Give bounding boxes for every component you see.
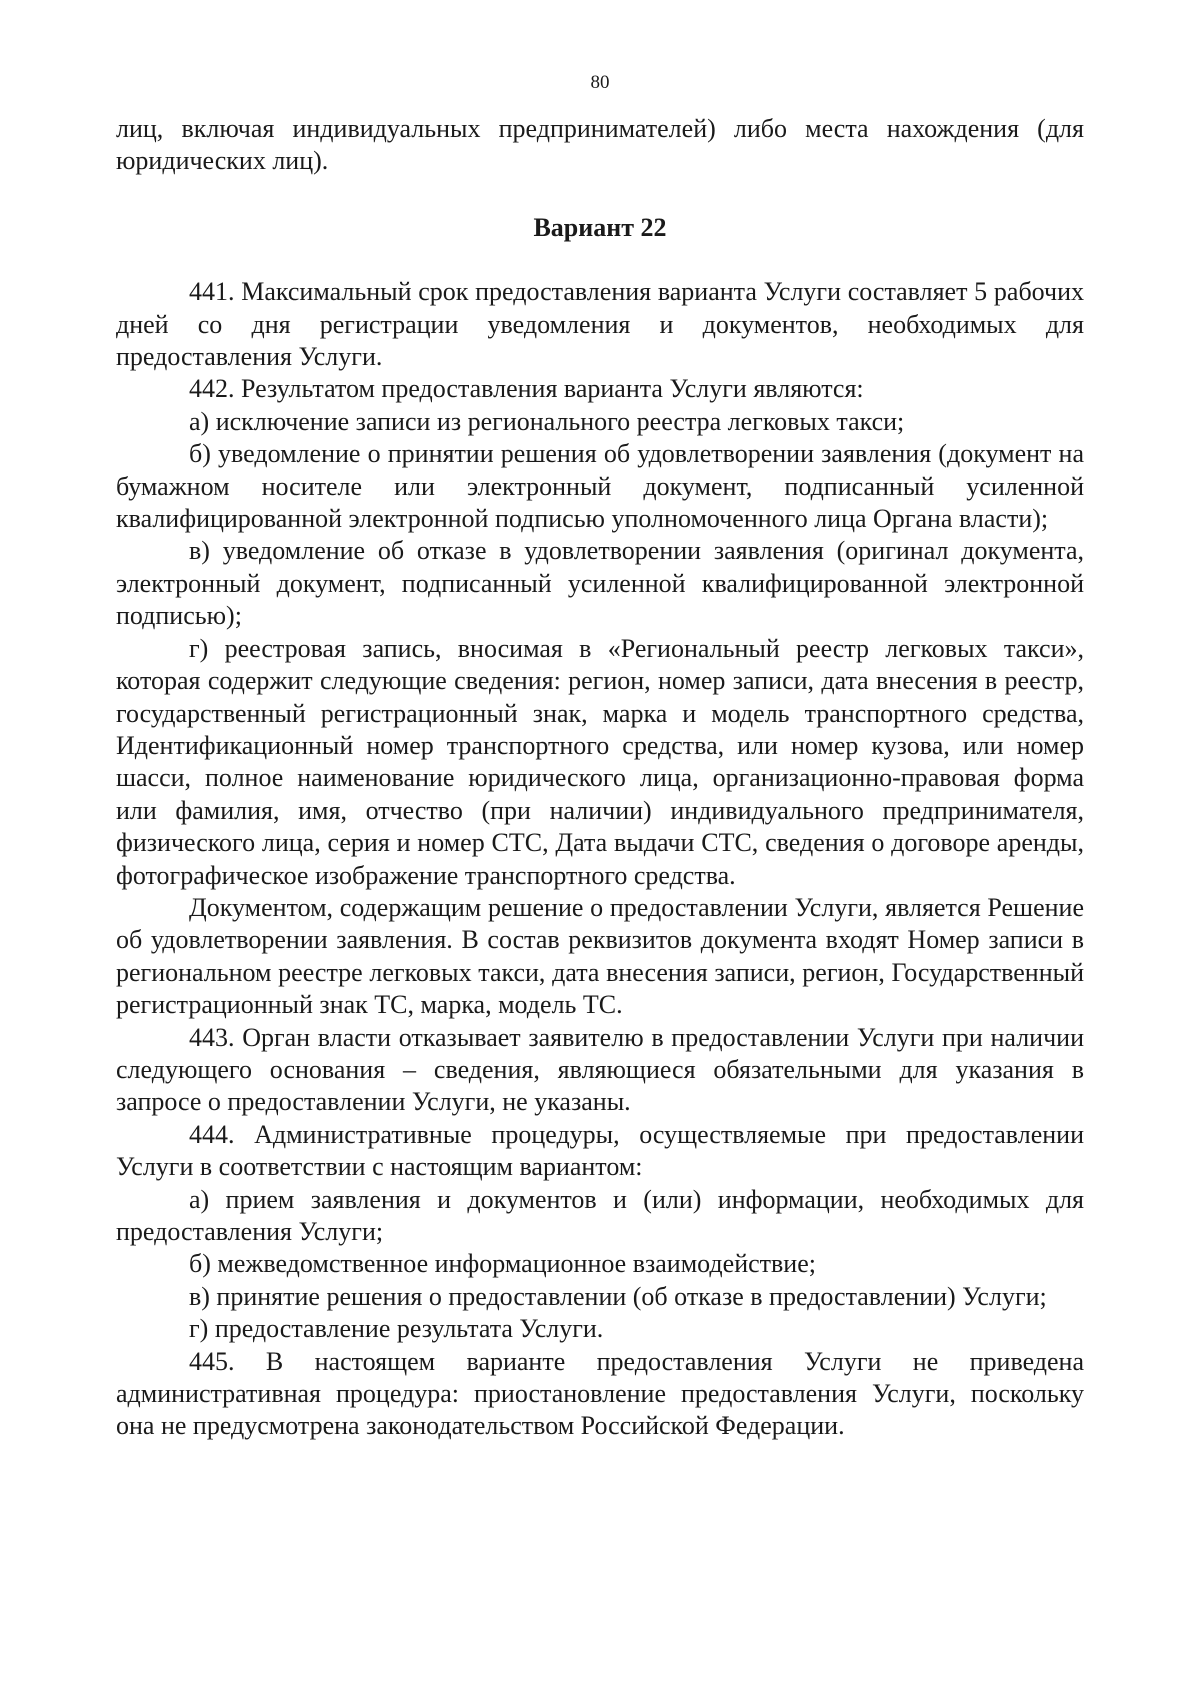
document-body xyxy=(116,113,1084,1443)
page-number: 80 xyxy=(590,72,610,93)
list-item-442-v: в) уведомление об отказе в удовлетворении заявления (оригинал документа, электронный документ, подписанный усиленной квалифицированной электронной подписью); xyxy=(116,536,1084,631)
list-item-444-b: б) межведомственное информационное взаимодействие; xyxy=(189,1249,816,1279)
paragraph-442: 442. Результатом предоставления варианта Услуги являются: xyxy=(189,374,864,404)
list-item-444-v: в) принятие решения о предоставлении (об отказе в предоставлении) Услуги; xyxy=(189,1281,1047,1311)
paragraph-443: 443. Орган власти отказывает заявителю в предоставлении Услуги при наличии следующего основания – сведения, являющиеся обязательными для указания в запросе о предоставлении Услуги, не указаны. xyxy=(116,1022,1084,1117)
paragraph-445: 445. В настоящем варианте предоставления Услуги не приведена административная процедура: приостановление предоставления Услуги, поскольку она не предусмотрена законодательством Российской Федерации. xyxy=(116,1346,1084,1441)
list-item-444-a: а) прием заявления и документов и (или) информации, необходимых для предоставления Услуги; xyxy=(116,1184,1084,1246)
list-item-442-g: г) реестровая запись, вносимая в «Региональный реестр легковых такси», которая содержит следующие сведения: регион, номер записи, дата внесения в реестр, государственный регистрационный знак, марка и модель транспортного средства, Идентификационный номер транспортного средства, или номер кузова, или номер шасси, полное наименование юридического лица, организационно-правовая форма или фамилия, имя, отчество (при наличии) индивидуального предпринимателя, физического лица, серия и номер СТС, Дата выдачи СТС, сведения о договоре аренды, фотографическое изображение транспортного средства. xyxy=(116,633,1084,890)
section-heading: Вариант 22 xyxy=(533,212,667,242)
decision-document-paragraph: Документом, содержащим решение о предоставлении Услуги, является Решение об удовлетворении заявления. В состав реквизитов документа входят Номер записи в региональном реестре легковых такси, дата внесения записи, регион, Государственный регистрационный знак ТС, марка, модель ТС. xyxy=(116,892,1084,1020)
intro-paragraph: лиц, включая индивидуальных предпринимателей) либо места нахождения (для юридических лиц). xyxy=(116,114,1084,176)
list-item-442-b: б) уведомление о принятии решения об удовлетворении заявления (документ на бумажном носителе или электронный документ, подписанный усиленной квалифицированной электронной подписью уполномоченного лица Органа власти); xyxy=(116,439,1084,534)
list-item-444-g: г) предоставление результата Услуги. xyxy=(189,1314,604,1344)
paragraph-444: 444. Административные процедуры, осуществляемые при предоставлении Услуги в соответствии с настоящим вариантом: xyxy=(116,1119,1084,1182)
list-item-442-a: а) исключение записи из регионального реестра легковых такси; xyxy=(189,406,905,436)
paragraph-441: 441. Максимальный срок предоставления варианта Услуги составляет 5 рабочих дней со дня регистрации уведомления и документов, необходимых для предоставления Услуги. xyxy=(116,277,1084,372)
